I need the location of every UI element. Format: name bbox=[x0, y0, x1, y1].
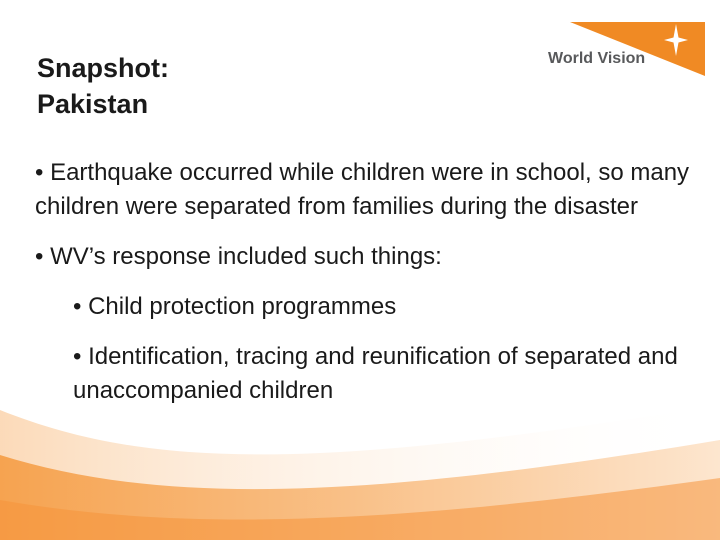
logo-orange-corner-icon bbox=[570, 22, 705, 76]
bullet-list bbox=[35, 156, 715, 424]
title-line-2: Pakistan bbox=[37, 89, 149, 119]
slide-title bbox=[37, 50, 169, 122]
sub-bullet-item: • Child protection programmes bbox=[73, 293, 397, 320]
title-line-1: Snapshot: bbox=[37, 53, 169, 83]
sub-bullet-item: • Identification, tracing and reunification of separated and unaccompanied children bbox=[73, 343, 678, 404]
bullet-item: • Earthquake occurred while children were in school, so many children were separated from families during the disaster bbox=[35, 159, 690, 220]
logo-text: World Vision bbox=[548, 50, 646, 67]
bullet-item: • WV’s response included such things: bbox=[35, 243, 442, 270]
world-vision-logo bbox=[540, 18, 710, 80]
